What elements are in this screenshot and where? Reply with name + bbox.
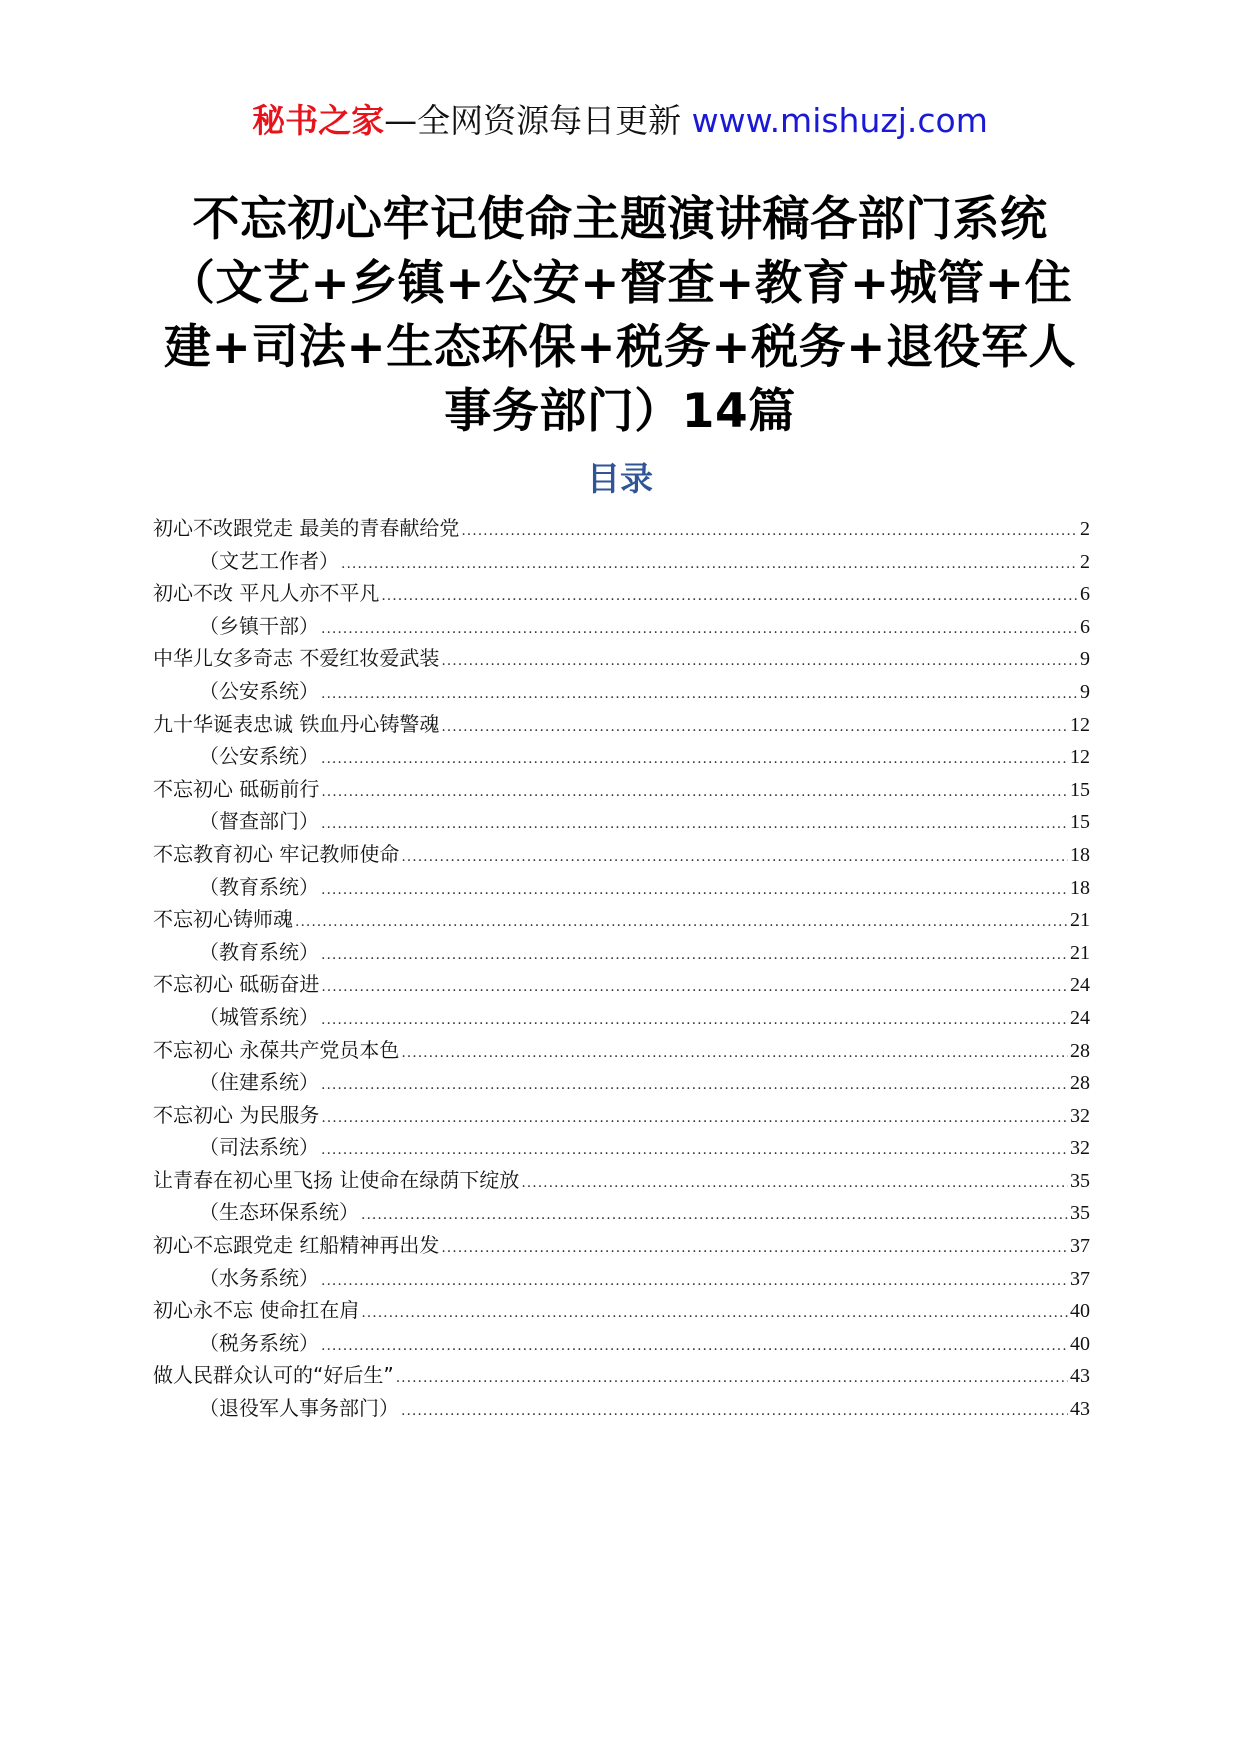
toc-dot-leader	[321, 1069, 1068, 1102]
toc-entry-subtitle[interactable]	[153, 936, 1090, 969]
toc-dot-leader	[401, 1395, 1068, 1428]
toc-dot-leader	[321, 1265, 1068, 1298]
toc-entry-subtitle[interactable]	[153, 871, 1090, 904]
toc-dot-leader	[461, 515, 1078, 548]
toc-entry-subtitle[interactable]	[153, 610, 1090, 643]
toc-dot-leader	[321, 874, 1068, 907]
toc-page-number: 15	[1070, 778, 1090, 801]
toc-entry[interactable]	[153, 838, 1090, 871]
toc-page-number: 35	[1070, 1169, 1090, 1192]
toc-entry-text: （生态环保系统）	[199, 1200, 359, 1225]
toc-dot-leader	[521, 1167, 1068, 1200]
toc-dot-leader	[321, 808, 1068, 841]
toc-entry[interactable]	[153, 1229, 1090, 1262]
toc-entry-text: 不忘初心 砥砺奋进	[153, 972, 320, 997]
toc-entry-text: （公安系统）	[199, 744, 319, 769]
toc-dot-leader	[381, 580, 1078, 613]
toc-entry[interactable]	[153, 1359, 1090, 1392]
toc-page-number: 40	[1070, 1300, 1090, 1323]
toc-entry-text: （城管系统）	[199, 1004, 319, 1029]
toc-entry-subtitle[interactable]	[153, 1327, 1090, 1360]
toc-entry[interactable]	[153, 1034, 1090, 1067]
toc-entry-text: 不忘初心铸师魂	[153, 907, 293, 932]
toc-dot-leader	[321, 939, 1068, 972]
toc-entry-text: （教育系统）	[199, 874, 319, 899]
toc-entry-subtitle[interactable]	[153, 805, 1090, 838]
toc-dot-leader	[321, 776, 1068, 809]
toc-entry-text: 不忘初心 为民服务	[153, 1102, 320, 1127]
toc-entry-text: （司法系统）	[199, 1135, 319, 1160]
toc-dot-leader	[321, 678, 1078, 711]
toc-dot-leader	[295, 906, 1068, 939]
toc-page-number: 15	[1070, 811, 1090, 834]
toc-dot-leader	[361, 1199, 1068, 1232]
toc-page-number: 43	[1070, 1365, 1090, 1388]
toc-entry-text: 让青春在初心里飞扬 让使命在绿荫下绽放	[153, 1167, 520, 1192]
toc-dot-leader	[441, 711, 1068, 744]
toc-entry-text: （教育系统）	[199, 939, 319, 964]
toc-dot-leader	[321, 1330, 1068, 1363]
document-title: 不忘初心牢记使命主题演讲稿各部门系统（文艺+乡镇+公安+督查+教育+城管+住建+司法+生态环保+税务+税务+退役军人事务部门）14篇	[164, 192, 1076, 439]
brand-name: 秘书之家	[252, 101, 385, 140]
site-url-link[interactable]: www.mishuzj.com	[691, 101, 988, 140]
toc-entry[interactable]	[153, 1294, 1090, 1327]
toc-page-number: 40	[1070, 1332, 1090, 1355]
toc-dot-leader	[321, 971, 1068, 1004]
toc-entry[interactable]	[153, 773, 1090, 806]
toc-page-number: 24	[1070, 1006, 1090, 1029]
toc-entry-text: （住建系统）	[199, 1070, 319, 1095]
toc-entry-text: （水务系统）	[199, 1265, 319, 1290]
toc-entry-text: 中华儿女多奇志 不爱红妆爱武装	[153, 646, 440, 671]
toc-page-number: 6	[1080, 615, 1090, 638]
toc-page-number: 28	[1070, 1072, 1090, 1095]
toc-dot-leader	[441, 1232, 1068, 1265]
toc-dot-leader	[321, 1134, 1068, 1167]
toc-entry-text: （文艺工作者）	[199, 548, 339, 573]
toc-page-number: 32	[1070, 1137, 1090, 1160]
toc-dot-leader	[401, 1037, 1068, 1070]
toc-dot-leader	[361, 1297, 1068, 1330]
toc-page-number: 18	[1070, 843, 1090, 866]
site-banner	[0, 98, 1240, 144]
toc-entry[interactable]	[153, 903, 1090, 936]
toc-entry[interactable]	[153, 1164, 1090, 1197]
table-of-contents	[153, 512, 1090, 1425]
toc-entry-text: 初心不改 平凡人亦不平凡	[153, 581, 380, 606]
toc-entry-subtitle[interactable]	[153, 545, 1090, 578]
toc-entry-text: 做人民群众认可的“好后生”	[153, 1363, 394, 1388]
toc-page-number: 37	[1070, 1267, 1090, 1290]
toc-entry-text: （公安系统）	[199, 678, 319, 703]
toc-entry[interactable]	[153, 512, 1090, 545]
toc-page-number: 28	[1070, 1039, 1090, 1062]
toc-entry-text: 初心永不忘 使命扛在肩	[153, 1298, 360, 1323]
toc-page-number: 21	[1070, 941, 1090, 964]
toc-page-number: 2	[1080, 550, 1090, 573]
toc-entry-subtitle[interactable]	[153, 1392, 1090, 1425]
toc-entry-subtitle[interactable]	[153, 740, 1090, 773]
toc-entry[interactable]	[153, 577, 1090, 610]
toc-dot-leader	[321, 613, 1078, 646]
toc-entry[interactable]	[153, 642, 1090, 675]
toc-dot-leader	[321, 743, 1068, 776]
toc-entry[interactable]	[153, 968, 1090, 1001]
toc-page-number: 12	[1070, 746, 1090, 769]
toc-page-number: 24	[1070, 974, 1090, 997]
toc-page-number: 12	[1070, 713, 1090, 736]
toc-page-number: 18	[1070, 876, 1090, 899]
toc-page-number: 6	[1080, 583, 1090, 606]
toc-entry-text: （乡镇干部）	[199, 613, 319, 638]
toc-entry-subtitle[interactable]	[153, 1196, 1090, 1229]
toc-entry-subtitle[interactable]	[153, 1001, 1090, 1034]
toc-entry-text: 不忘教育初心 牢记教师使命	[153, 841, 400, 866]
toc-entry-text: （税务系统）	[199, 1330, 319, 1355]
toc-entry-text: 九十华诞表忠诚 铁血丹心铸警魂	[153, 711, 440, 736]
toc-entry-subtitle[interactable]	[153, 675, 1090, 708]
toc-entry-text: 不忘初心 砥砺前行	[153, 776, 320, 801]
toc-heading: 目录	[587, 459, 653, 498]
toc-entry-text: （督查部门）	[199, 809, 319, 834]
toc-dot-leader	[396, 1362, 1068, 1395]
toc-dot-leader	[321, 1004, 1068, 1037]
toc-entry-text: 初心不忘跟党走 红船精神再出发	[153, 1233, 440, 1258]
toc-entry-text: 初心不改跟党走 最美的青春献给党	[153, 516, 460, 540]
toc-page-number: 35	[1070, 1202, 1090, 1225]
toc-dot-leader	[341, 548, 1078, 581]
toc-entry-text: （退役军人事务部门）	[199, 1396, 399, 1421]
toc-entry-text: 不忘初心 永葆共产党员本色	[153, 1037, 400, 1062]
toc-page-number: 43	[1070, 1398, 1090, 1421]
toc-page-number: 21	[1070, 909, 1090, 932]
toc-page-number: 2	[1080, 518, 1090, 540]
toc-dot-leader	[401, 841, 1068, 874]
toc-entry[interactable]	[153, 708, 1090, 741]
banner-tagline: —全网资源每日更新	[384, 101, 692, 140]
toc-page-number: 37	[1070, 1235, 1090, 1258]
toc-entry[interactable]	[153, 1099, 1090, 1132]
toc-entry-subtitle[interactable]	[153, 1066, 1090, 1099]
toc-page-number: 9	[1080, 680, 1090, 703]
toc-page-number: 32	[1070, 1104, 1090, 1127]
toc-dot-leader	[441, 645, 1078, 678]
toc-page-number: 9	[1080, 648, 1090, 671]
toc-entry-subtitle[interactable]	[153, 1262, 1090, 1295]
toc-entry-subtitle[interactable]	[153, 1131, 1090, 1164]
toc-dot-leader	[321, 1102, 1068, 1135]
